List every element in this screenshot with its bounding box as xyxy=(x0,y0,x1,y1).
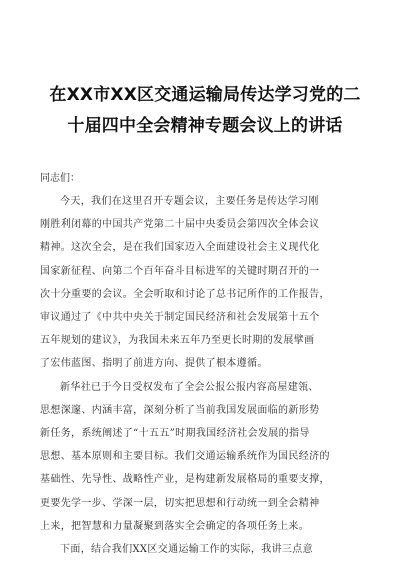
paragraph-line: 上来，把智慧和力量凝聚到落实全会确定的各项任务上来。 xyxy=(40,520,310,532)
paragraph-line: 次十分重要的会议。全会听取和讨论了总书记所作的工作报告， xyxy=(40,288,330,300)
paragraph-line: 下面，结合我们XX区交通运输工作的实际，我讲三点意 xyxy=(60,544,313,556)
paragraph-1 xyxy=(40,190,370,376)
paragraph-line: 今天，我们在这里召开专题会议，主要任务是传达学习刚 xyxy=(60,196,319,207)
salutation: 同志们： xyxy=(40,173,80,184)
document-title xyxy=(40,80,370,142)
paragraph-line: 刚胜利闭幕的中国共产党第二十届中央委员会第四次全体会议 xyxy=(40,219,320,231)
paragraph-line: 审议通过了《中共中央关于制定国民经济和社会发展第十五个 xyxy=(40,312,320,324)
paragraph-line: 五年规划的建议》，为我国未来五年乃至更长时期的发展擘画 xyxy=(40,335,315,347)
paragraph-line: 新华社已于今日受权发布了全会公报公报内容高屋建瓴、 xyxy=(60,381,319,393)
paragraph-line: 精神。这次全会，是在我们国家迈入全面建设社会主义现代化 xyxy=(40,242,320,254)
paragraph-line: 国家新征程、向第二个百年奋斗目标进军的关键时期召开的一 xyxy=(40,265,320,277)
paragraph-line: 思想、基本原则和主要目标。我们交通运输系统作为国民经济的 xyxy=(40,451,330,463)
paragraph-line: 更要先学一步、学深一层，切实把思想和行动统一到全会精神 xyxy=(40,497,320,509)
paragraph-line: 基础性、先导性、战略性产业，是构建新发展格局的重要支撑， xyxy=(40,474,330,486)
title-line-1: 在XX市XX区交通运输局传达学习党的二 xyxy=(49,85,361,105)
paragraph-line: 新任务，系统阐述了“十五五”时期我国经济社会发展的指导 xyxy=(40,428,310,440)
paragraph-3 xyxy=(40,538,370,561)
title-line-2: 十届四中全会精神专题会议上的讲话 xyxy=(67,116,343,136)
paragraph-2 xyxy=(40,376,370,538)
paragraph-line: 了宏伟蓝图、指明了前进方向、提供了根本遵循。 xyxy=(40,358,268,370)
paragraph-line: 思想深邃、内涵丰富，深刻分析了当前我国发展面临的新形势 xyxy=(40,404,320,416)
